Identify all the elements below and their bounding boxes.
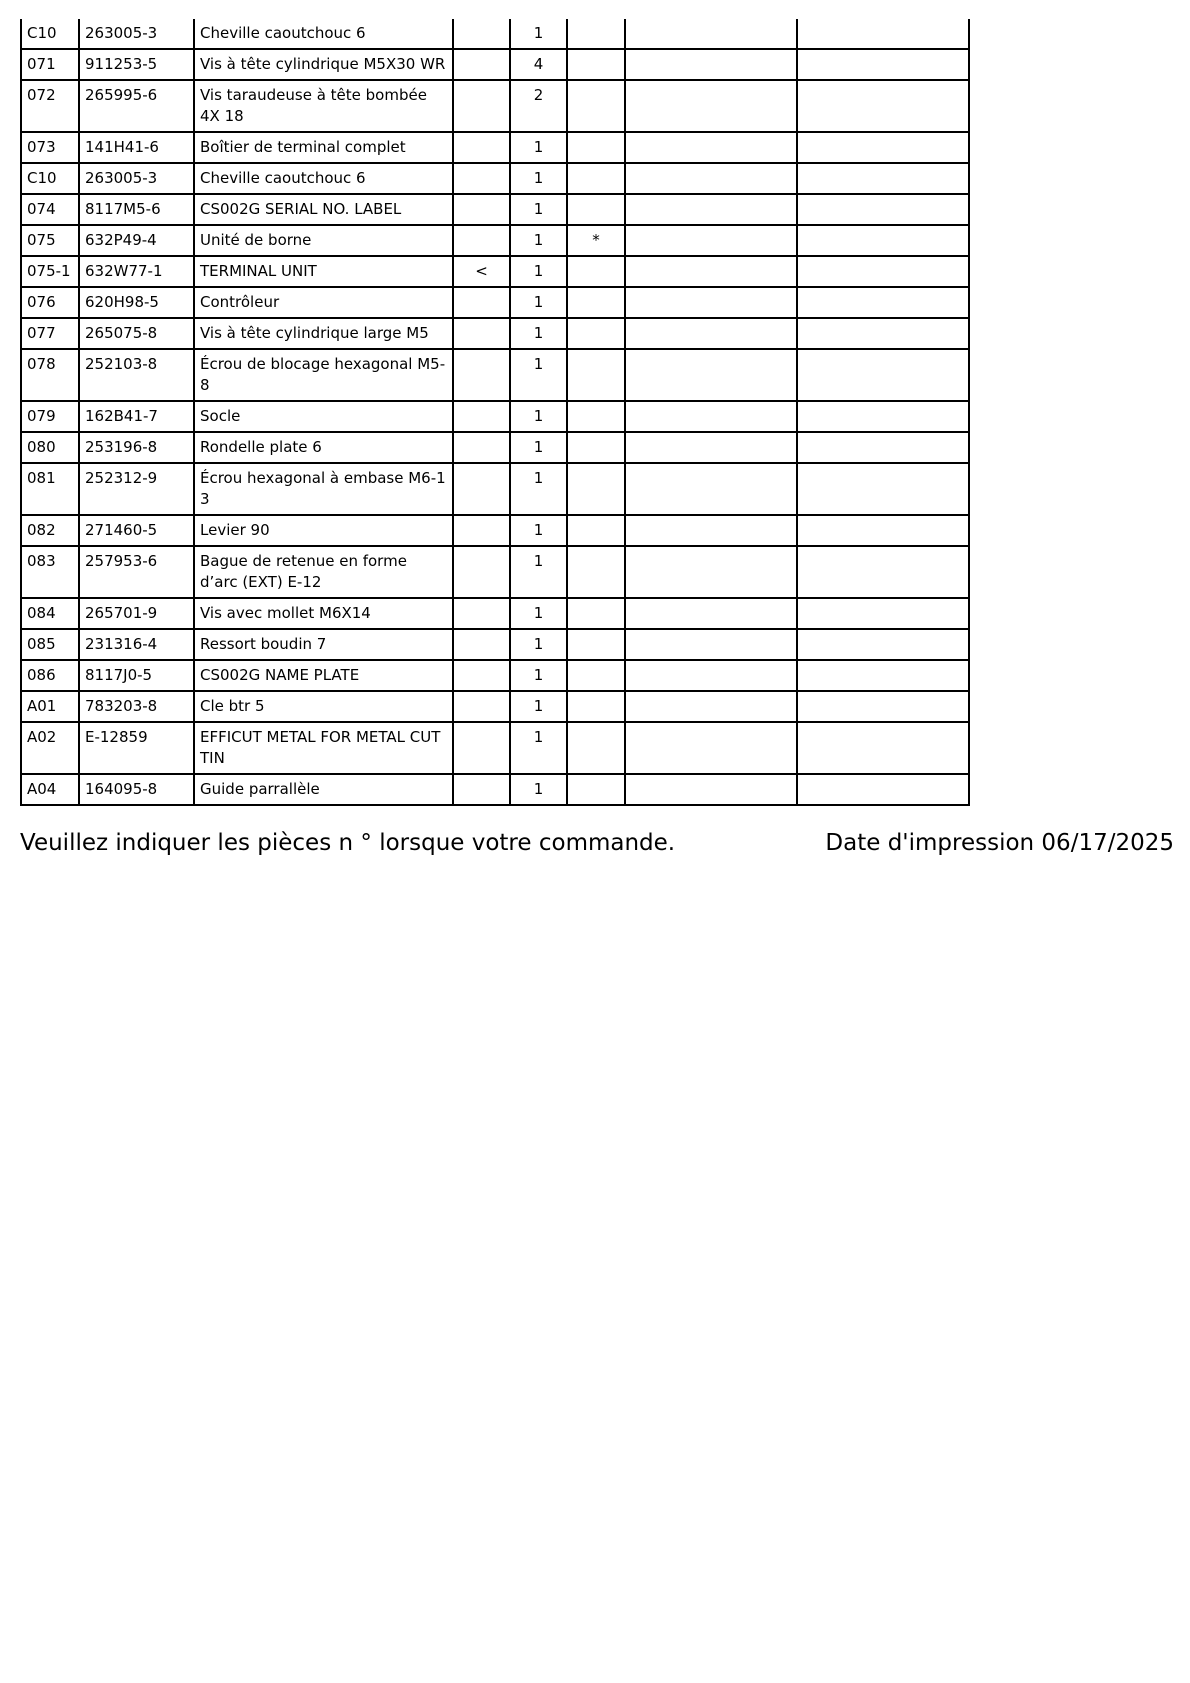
part-number-cell: 783203-8 (79, 691, 194, 722)
part-number-cell: 265701-9 (79, 598, 194, 629)
item-number-cell: C10 (21, 163, 79, 194)
description-cell: Ressort boudin 7 (194, 629, 453, 660)
print-date: Date d'impression 06/17/2025 (825, 830, 1174, 856)
flag-cell (567, 660, 625, 691)
flag-cell (567, 19, 625, 49)
quantity-cell: 2 (510, 80, 567, 132)
item-number-cell: 072 (21, 80, 79, 132)
flag-cell (567, 691, 625, 722)
note-cell-1 (625, 163, 797, 194)
note-cell-2 (797, 629, 969, 660)
part-number-cell: 257953-6 (79, 546, 194, 598)
description-cell: Guide parrallèle (194, 774, 453, 805)
marker-cell (453, 546, 510, 598)
table-row (21, 349, 969, 401)
quantity-cell: 1 (510, 256, 567, 287)
table-row (21, 722, 969, 774)
item-number-cell: A02 (21, 722, 79, 774)
note-cell-2 (797, 722, 969, 774)
parts-table-body (21, 19, 969, 805)
description-cell: Contrôleur (194, 287, 453, 318)
note-cell-2 (797, 194, 969, 225)
description-cell: Écrou de blocage hexagonal M5-8 (194, 349, 453, 401)
note-cell-2 (797, 132, 969, 163)
table-row (21, 225, 969, 256)
marker-cell (453, 349, 510, 401)
quantity-cell: 1 (510, 19, 567, 49)
flag-cell (567, 401, 625, 432)
item-number-cell: 075-1 (21, 256, 79, 287)
item-number-cell: 078 (21, 349, 79, 401)
note-cell-2 (797, 287, 969, 318)
part-number-cell: 632W77-1 (79, 256, 194, 287)
part-number-cell: 253196-8 (79, 432, 194, 463)
marker-cell (453, 194, 510, 225)
note-cell-2 (797, 225, 969, 256)
quantity-cell: 4 (510, 49, 567, 80)
table-row (21, 49, 969, 80)
item-number-cell: 080 (21, 432, 79, 463)
quantity-cell: 1 (510, 774, 567, 805)
note-cell-2 (797, 401, 969, 432)
quantity-cell: 1 (510, 515, 567, 546)
part-number-cell: 265075-8 (79, 318, 194, 349)
item-number-cell: 071 (21, 49, 79, 80)
table-row (21, 19, 969, 49)
item-number-cell: 085 (21, 629, 79, 660)
marker-cell (453, 318, 510, 349)
flag-cell (567, 318, 625, 349)
note-cell-1 (625, 49, 797, 80)
description-cell: Vis taraudeuse à tête bombée 4X 18 (194, 80, 453, 132)
part-number-cell: 265995-6 (79, 80, 194, 132)
note-cell-1 (625, 774, 797, 805)
quantity-cell: 1 (510, 132, 567, 163)
marker-cell (453, 515, 510, 546)
description-cell: CS002G NAME PLATE (194, 660, 453, 691)
item-number-cell: 082 (21, 515, 79, 546)
table-row (21, 163, 969, 194)
note-cell-1 (625, 19, 797, 49)
table-row (21, 774, 969, 805)
flag-cell (567, 194, 625, 225)
quantity-cell: 1 (510, 194, 567, 225)
note-cell-2 (797, 515, 969, 546)
note-cell-1 (625, 256, 797, 287)
note-cell-1 (625, 132, 797, 163)
quantity-cell: 1 (510, 163, 567, 194)
quantity-cell: 1 (510, 432, 567, 463)
flag-cell (567, 80, 625, 132)
note-cell-1 (625, 194, 797, 225)
note-cell-2 (797, 19, 969, 49)
description-cell: Levier 90 (194, 515, 453, 546)
note-cell-1 (625, 287, 797, 318)
description-cell: Cheville caoutchouc 6 (194, 19, 453, 49)
marker-cell (453, 432, 510, 463)
flag-cell (567, 432, 625, 463)
marker-cell (453, 463, 510, 515)
description-cell: Socle (194, 401, 453, 432)
part-number-cell: 911253-5 (79, 49, 194, 80)
marker-cell (453, 401, 510, 432)
item-number-cell: C10 (21, 19, 79, 49)
note-cell-2 (797, 163, 969, 194)
table-row (21, 287, 969, 318)
description-cell: Vis à tête cylindrique M5X30 WR (194, 49, 453, 80)
flag-cell (567, 287, 625, 318)
part-number-cell: 252312-9 (79, 463, 194, 515)
item-number-cell: 075 (21, 225, 79, 256)
part-number-cell: 620H98-5 (79, 287, 194, 318)
description-cell: Cle btr 5 (194, 691, 453, 722)
description-cell: Cheville caoutchouc 6 (194, 163, 453, 194)
note-cell-1 (625, 598, 797, 629)
note-cell-1 (625, 463, 797, 515)
part-number-cell: 164095-8 (79, 774, 194, 805)
flag-cell: * (567, 225, 625, 256)
part-number-cell: 162B41-7 (79, 401, 194, 432)
note-cell-2 (797, 660, 969, 691)
part-number-cell: 271460-5 (79, 515, 194, 546)
note-cell-2 (797, 256, 969, 287)
item-number-cell: 079 (21, 401, 79, 432)
flag-cell (567, 349, 625, 401)
description-cell: Rondelle plate 6 (194, 432, 453, 463)
table-row (21, 256, 969, 287)
quantity-cell: 1 (510, 629, 567, 660)
marker-cell (453, 19, 510, 49)
description-cell: TERMINAL UNIT (194, 256, 453, 287)
marker-cell (453, 629, 510, 660)
quantity-cell: 1 (510, 463, 567, 515)
table-row (21, 660, 969, 691)
description-cell: Écrou hexagonal à embase M6-1 3 (194, 463, 453, 515)
marker-cell (453, 660, 510, 691)
note-cell-1 (625, 691, 797, 722)
note-cell-1 (625, 629, 797, 660)
quantity-cell: 1 (510, 318, 567, 349)
note-cell-2 (797, 463, 969, 515)
flag-cell (567, 722, 625, 774)
marker-cell (453, 80, 510, 132)
flag-cell (567, 546, 625, 598)
item-number-cell: 073 (21, 132, 79, 163)
item-number-cell: 074 (21, 194, 79, 225)
note-cell-2 (797, 774, 969, 805)
quantity-cell: 1 (510, 691, 567, 722)
part-number-cell: 8117M5-6 (79, 194, 194, 225)
note-cell-2 (797, 691, 969, 722)
marker-cell (453, 49, 510, 80)
note-cell-2 (797, 49, 969, 80)
flag-cell (567, 515, 625, 546)
note-cell-2 (797, 598, 969, 629)
table-row (21, 318, 969, 349)
description-cell: Vis avec mollet M6X14 (194, 598, 453, 629)
note-cell-1 (625, 515, 797, 546)
description-cell: Bague de retenue en forme d’arc (EXT) E-12 (194, 546, 453, 598)
table-row (21, 463, 969, 515)
item-number-cell: 081 (21, 463, 79, 515)
item-number-cell: 076 (21, 287, 79, 318)
quantity-cell: 1 (510, 287, 567, 318)
part-number-cell: E-12859 (79, 722, 194, 774)
table-row (21, 691, 969, 722)
flag-cell (567, 49, 625, 80)
table-row (21, 432, 969, 463)
part-number-cell: 263005-3 (79, 19, 194, 49)
marker-cell (453, 225, 510, 256)
marker-cell (453, 132, 510, 163)
marker-cell: < (453, 256, 510, 287)
marker-cell (453, 722, 510, 774)
note-cell-2 (797, 318, 969, 349)
table-row (21, 132, 969, 163)
description-cell: EFFICUT METAL FOR METAL CUT TIN (194, 722, 453, 774)
marker-cell (453, 598, 510, 629)
item-number-cell: 084 (21, 598, 79, 629)
table-row (21, 629, 969, 660)
part-number-cell: 252103-8 (79, 349, 194, 401)
part-number-cell: 263005-3 (79, 163, 194, 194)
note-cell-1 (625, 660, 797, 691)
quantity-cell: 1 (510, 349, 567, 401)
quantity-cell: 1 (510, 546, 567, 598)
quantity-cell: 1 (510, 722, 567, 774)
item-number-cell: 077 (21, 318, 79, 349)
table-row (21, 194, 969, 225)
marker-cell (453, 774, 510, 805)
note-cell-1 (625, 546, 797, 598)
note-cell-2 (797, 80, 969, 132)
note-cell-1 (625, 225, 797, 256)
marker-cell (453, 287, 510, 318)
table-row (21, 80, 969, 132)
order-instruction-note: Veuillez indiquer les pièces n ° lorsque votre commande. (20, 830, 676, 856)
description-cell: CS002G SERIAL NO. LABEL (194, 194, 453, 225)
quantity-cell: 1 (510, 598, 567, 629)
item-number-cell: 086 (21, 660, 79, 691)
flag-cell (567, 163, 625, 194)
note-cell-2 (797, 546, 969, 598)
note-cell-1 (625, 349, 797, 401)
item-number-cell: 083 (21, 546, 79, 598)
flag-cell (567, 132, 625, 163)
description-cell: Boîtier de terminal complet (194, 132, 453, 163)
description-cell: Vis à tête cylindrique large M5 (194, 318, 453, 349)
part-number-cell: 632P49-4 (79, 225, 194, 256)
flag-cell (567, 774, 625, 805)
description-cell: Unité de borne (194, 225, 453, 256)
note-cell-1 (625, 318, 797, 349)
table-row (21, 401, 969, 432)
part-number-cell: 141H41-6 (79, 132, 194, 163)
note-cell-1 (625, 401, 797, 432)
flag-cell (567, 598, 625, 629)
table-row (21, 515, 969, 546)
note-cell-2 (797, 349, 969, 401)
marker-cell (453, 163, 510, 194)
item-number-cell: A01 (21, 691, 79, 722)
quantity-cell: 1 (510, 401, 567, 432)
note-cell-1 (625, 722, 797, 774)
table-row (21, 546, 969, 598)
note-cell-1 (625, 432, 797, 463)
quantity-cell: 1 (510, 225, 567, 256)
flag-cell (567, 463, 625, 515)
flag-cell (567, 629, 625, 660)
note-cell-1 (625, 80, 797, 132)
table-row (21, 598, 969, 629)
item-number-cell: A04 (21, 774, 79, 805)
parts-table (20, 19, 970, 806)
flag-cell (567, 256, 625, 287)
marker-cell (453, 691, 510, 722)
note-cell-2 (797, 432, 969, 463)
quantity-cell: 1 (510, 660, 567, 691)
part-number-cell: 8117J0-5 (79, 660, 194, 691)
part-number-cell: 231316-4 (79, 629, 194, 660)
